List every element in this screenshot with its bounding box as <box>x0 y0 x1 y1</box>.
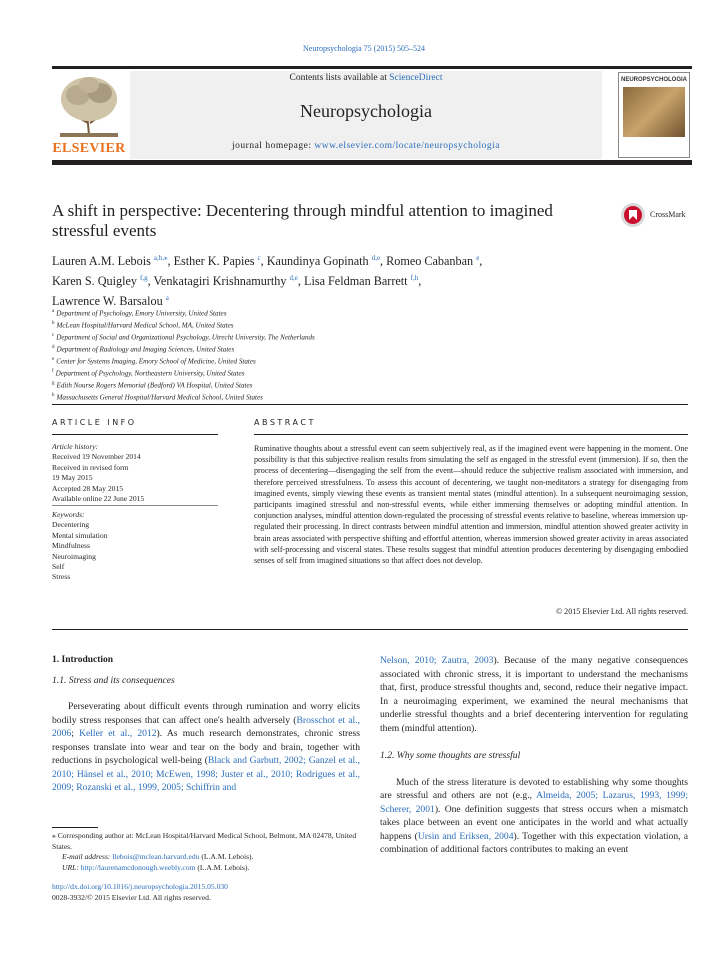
affiliation-item: $^c$ Department of Social and Organizational Psychology, Utrecht University, The Netherlands <box>52 332 315 342</box>
paragraph: Much of the stress literature is devoted to establishing why some thoughts are stressful and others are not (e.g., Almeida, 2005; Lazarus, 1993, 1999; Scherer, 2001). One definition suggests that stress occurs when a mismatch takes place between an event one anticipates in the world and what actually happens (Ursin and Eriksen, 2004). Together with this expectation violation, a combination of additional factors contributes to making an event <box>380 776 688 855</box>
subsection-heading-stress: 1.1. Stress and its consequences <box>52 674 175 686</box>
history-item: Available online 22 June 2015 <box>52 494 145 504</box>
citation-link[interactable]: Black and Garbutt, 2002; Ganzel et al., 2010; Hänsel et al., 2010; McEwen, 1998; Juster et al., 2010; Rodrigues et al., 2009; Rozanski et al., 1999, 2005; Schiffrin and <box>52 755 360 793</box>
elsevier-wordmark: ELSEVIER <box>52 141 126 156</box>
section-heading-introduction: 1. Introduction <box>52 655 114 665</box>
contents-availability <box>130 73 602 83</box>
journal-name: Neuropsychologia <box>300 101 432 121</box>
abstract-heading-rule <box>254 434 688 435</box>
citation-link[interactable]: Ursin and Eriksen, 2004 <box>417 830 514 842</box>
abstract-heading: ABSTRACT <box>254 418 316 427</box>
article-history <box>52 442 218 504</box>
affiliation-item: $^h$ Massachusetts General Hospital/Harvard Medical School, United States <box>52 392 263 402</box>
email-line: E-mail address: llebois@mclean.harvard.edu (L.A.M. Lebois). <box>62 852 254 862</box>
url-line: URL: http://laurenamcdonough.weebly.com (L.A.M. Lebois). <box>62 862 250 872</box>
corresponding-author-note: ⁎ Corresponding author at: McLean Hospital/Harvard Medical School, Belmont, MA 02478, United States. <box>52 831 357 851</box>
paragraph: Perseverating about difficult events through rumination and worry elicits bodily stress responses that can affect one's health adversely (Brosschot et al., 2006; Keller et al., 2012). As much research demonstrates, chronic stress responses translate into wear and tear on the body and brain, together with reductions in psychological well-being (Black and Garbutt, 2002; Ganzel et al., 2010; Hänsel et al., 2010; McEwen, 1998; Juster et al., 2010; Rodrigues et al., 2009; Rozanski et al., 1999, 2005; Schiffrin and <box>52 701 360 793</box>
keywords <box>52 510 218 583</box>
article-title: A shift in perspective: Decentering through mindful attention to imagined stressful events <box>52 201 553 240</box>
abstract-bottom-rule <box>52 629 688 630</box>
affiliation-item: $^b$ McLean Hospital/Harvard Medical School, MA, United States <box>52 320 234 330</box>
author[interactable]: Lisa Feldman Barrett $^{f,h}$ <box>304 274 419 289</box>
keyword-item: Neuroimaging <box>52 551 96 561</box>
body-left-column <box>52 654 360 795</box>
keyword-item: Stress <box>52 572 71 582</box>
author[interactable]: Kaundinya Gopinath $^{d,e}$ <box>266 254 381 269</box>
footnotes <box>52 831 360 873</box>
journal-cover-thumbnail <box>618 72 690 158</box>
author[interactable]: Lauren A.M. Lebois $^{a,b,⁎}$ <box>52 254 168 269</box>
keyword-item: Decentering <box>52 520 90 530</box>
keyword-item: Mental simulation <box>52 530 108 540</box>
header-top-rule <box>52 66 692 69</box>
affiliation-item: $^f$ Department of Psychology, Northeastern University, United States <box>52 368 245 378</box>
author[interactable]: Lawrence W. Barsalou $^a$ <box>52 294 169 309</box>
journal-citation[interactable]: Neuropsychologia 75 (2015) 505–524 <box>303 44 425 53</box>
history-item: Accepted 28 May 2015 <box>52 483 124 493</box>
keyword-item: Self <box>52 562 65 572</box>
citation-link[interactable]: Almeida, 2005; Lazarus, 1993, 1999; Scherer, 2001 <box>380 790 688 815</box>
author-list: Lauren A.M. Lebois $^{a,b,⁎}$, Esther K. Papies $^c$, Kaundinya Gopinath $^{d,e}$, Romeo Cabanban $^e$, Karen S. Quigley $^{f,g}$, Venkatagiri Krishnamurthy $^{d,e}$, Lisa Feldman Barrett $^{f,h}$, Lawrence W. Barsalou $^a$ <box>52 254 483 309</box>
info-top-rule <box>52 404 688 405</box>
abstract-text: Ruminative thoughts about a stressful event can seem subjectively real, as if the imagined event were happening in the moment. One possibility is that this subjective realism results from simulating the self as engaged in the stressful event (immersion). If so, then the process of decentering—disengaging the self from the event—should reduce the subjective realism associated with immersion, and therefore perceived stressfulness. To assess this account of decentering, we taught non-meditators a strategy for disengaging from imagined events, simply viewing these events as transient mental states (mindful attention). In a subsequent neuroimaging session, participants imagined stressful and non-stressful events, while either immersing themselves or adopting mindful attention. In conjunction analyses, mindful attention down-regulated the processing of stressful events relative to baseline, whereas immersion up-regulated their processing. In direct contrasts between mindful attention and immersion, mindful attention showed greater activity in brain areas associated with perspective shifting and effortful attention, whereas immersion showed greater activity in areas associated with self-processing and visceral states. These results suggest that mindful attention produces decentering by disengaging embodied senses of self from imagined situations so that affect does not develop. <box>254 444 688 566</box>
crossmark-label[interactable]: CrossMark <box>650 210 686 219</box>
affiliation-item: $^e$ Center for Systems Imaging, Emory School of Medicine, United States <box>52 356 256 366</box>
affiliation-item: $^d$ Department of Radiology and Imaging Sciences, United States <box>52 344 235 354</box>
author[interactable]: Esther K. Papies $^c$ <box>173 254 261 269</box>
history-item: 19 May 2015 <box>52 473 93 483</box>
article-history-label: Article history: <box>52 442 99 451</box>
contents-prefix: Contents lists available at <box>289 73 390 83</box>
affiliation-item: $^a$ Department of Psychology, Emory University, United States <box>52 309 227 318</box>
cover-artwork <box>623 87 685 137</box>
keyword-item: Mindfulness <box>52 541 90 551</box>
paragraph: Nelson, 2010; Zautra, 2003). Because of the many negative consequences associated with chronic stress, it is important to understand the mechanisms that, first, produce stressful thoughts and, second, reduce their negative impact. In a neuroimaging experiment, we examined the neural mechanisms that underlie stressful thoughts and a brief decentering intervention for regulating them (mindful attention). <box>380 655 689 734</box>
keywords-label: Keywords: <box>52 510 85 519</box>
info-heading-rule <box>52 434 218 435</box>
homepage-prefix: journal homepage: <box>232 141 315 151</box>
footnote-rule <box>52 827 98 828</box>
history-item: Received 19 November 2014 <box>52 452 141 462</box>
subsection-heading-why-stressful: 1.2. Why some thoughts are stressful <box>380 750 521 761</box>
body-right-column <box>380 654 688 857</box>
abstract-copyright: © 2015 Elsevier Ltd. All rights reserved. <box>555 607 688 616</box>
author[interactable]: Romeo Cabanban $^e$ <box>386 254 480 269</box>
affiliation-list <box>52 307 472 403</box>
author[interactable]: Venkatagiri Krishnamurthy $^{d,e}$ <box>153 274 298 289</box>
doi-block <box>52 882 360 903</box>
citation-link[interactable]: Nelson, 2010; Zautra, 2003 <box>380 655 494 666</box>
affiliation-item: $^g$ Edith Nourse Rogers Memorial (Bedford) VA Hospital, United States <box>52 380 253 390</box>
issn-line: 0028-3932/© 2015 Elsevier Ltd. All rights reserved. <box>52 892 211 902</box>
history-divider <box>52 505 218 506</box>
author[interactable]: Karen S. Quigley $^{f,g}$ <box>52 274 148 289</box>
sciencedirect-link[interactable]: ScienceDirect <box>389 73 443 83</box>
header-bottom-rule <box>52 160 692 165</box>
doi-link[interactable]: http://dx.doi.org/10.1016/j.neuropsychologia.2015.05.030 <box>52 882 228 891</box>
email-link[interactable]: llebois@mclean.harvard.edu <box>112 852 200 862</box>
url-link[interactable]: http://laurenamcdonough.weebly.com <box>80 862 196 872</box>
history-item: Received in revised form <box>52 462 129 472</box>
citation-link[interactable]: Brosschot et al., 2006 <box>52 714 360 739</box>
article-info-heading: ARTICLE INFO <box>52 418 137 427</box>
journal-homepage <box>130 141 602 151</box>
homepage-link[interactable]: www.elsevier.com/locate/neuropsychologia <box>314 141 500 151</box>
cover-title: NEUROPSYCHOLOGIA <box>621 77 688 83</box>
citation-link[interactable]: Keller et al., 2012 <box>79 728 157 739</box>
